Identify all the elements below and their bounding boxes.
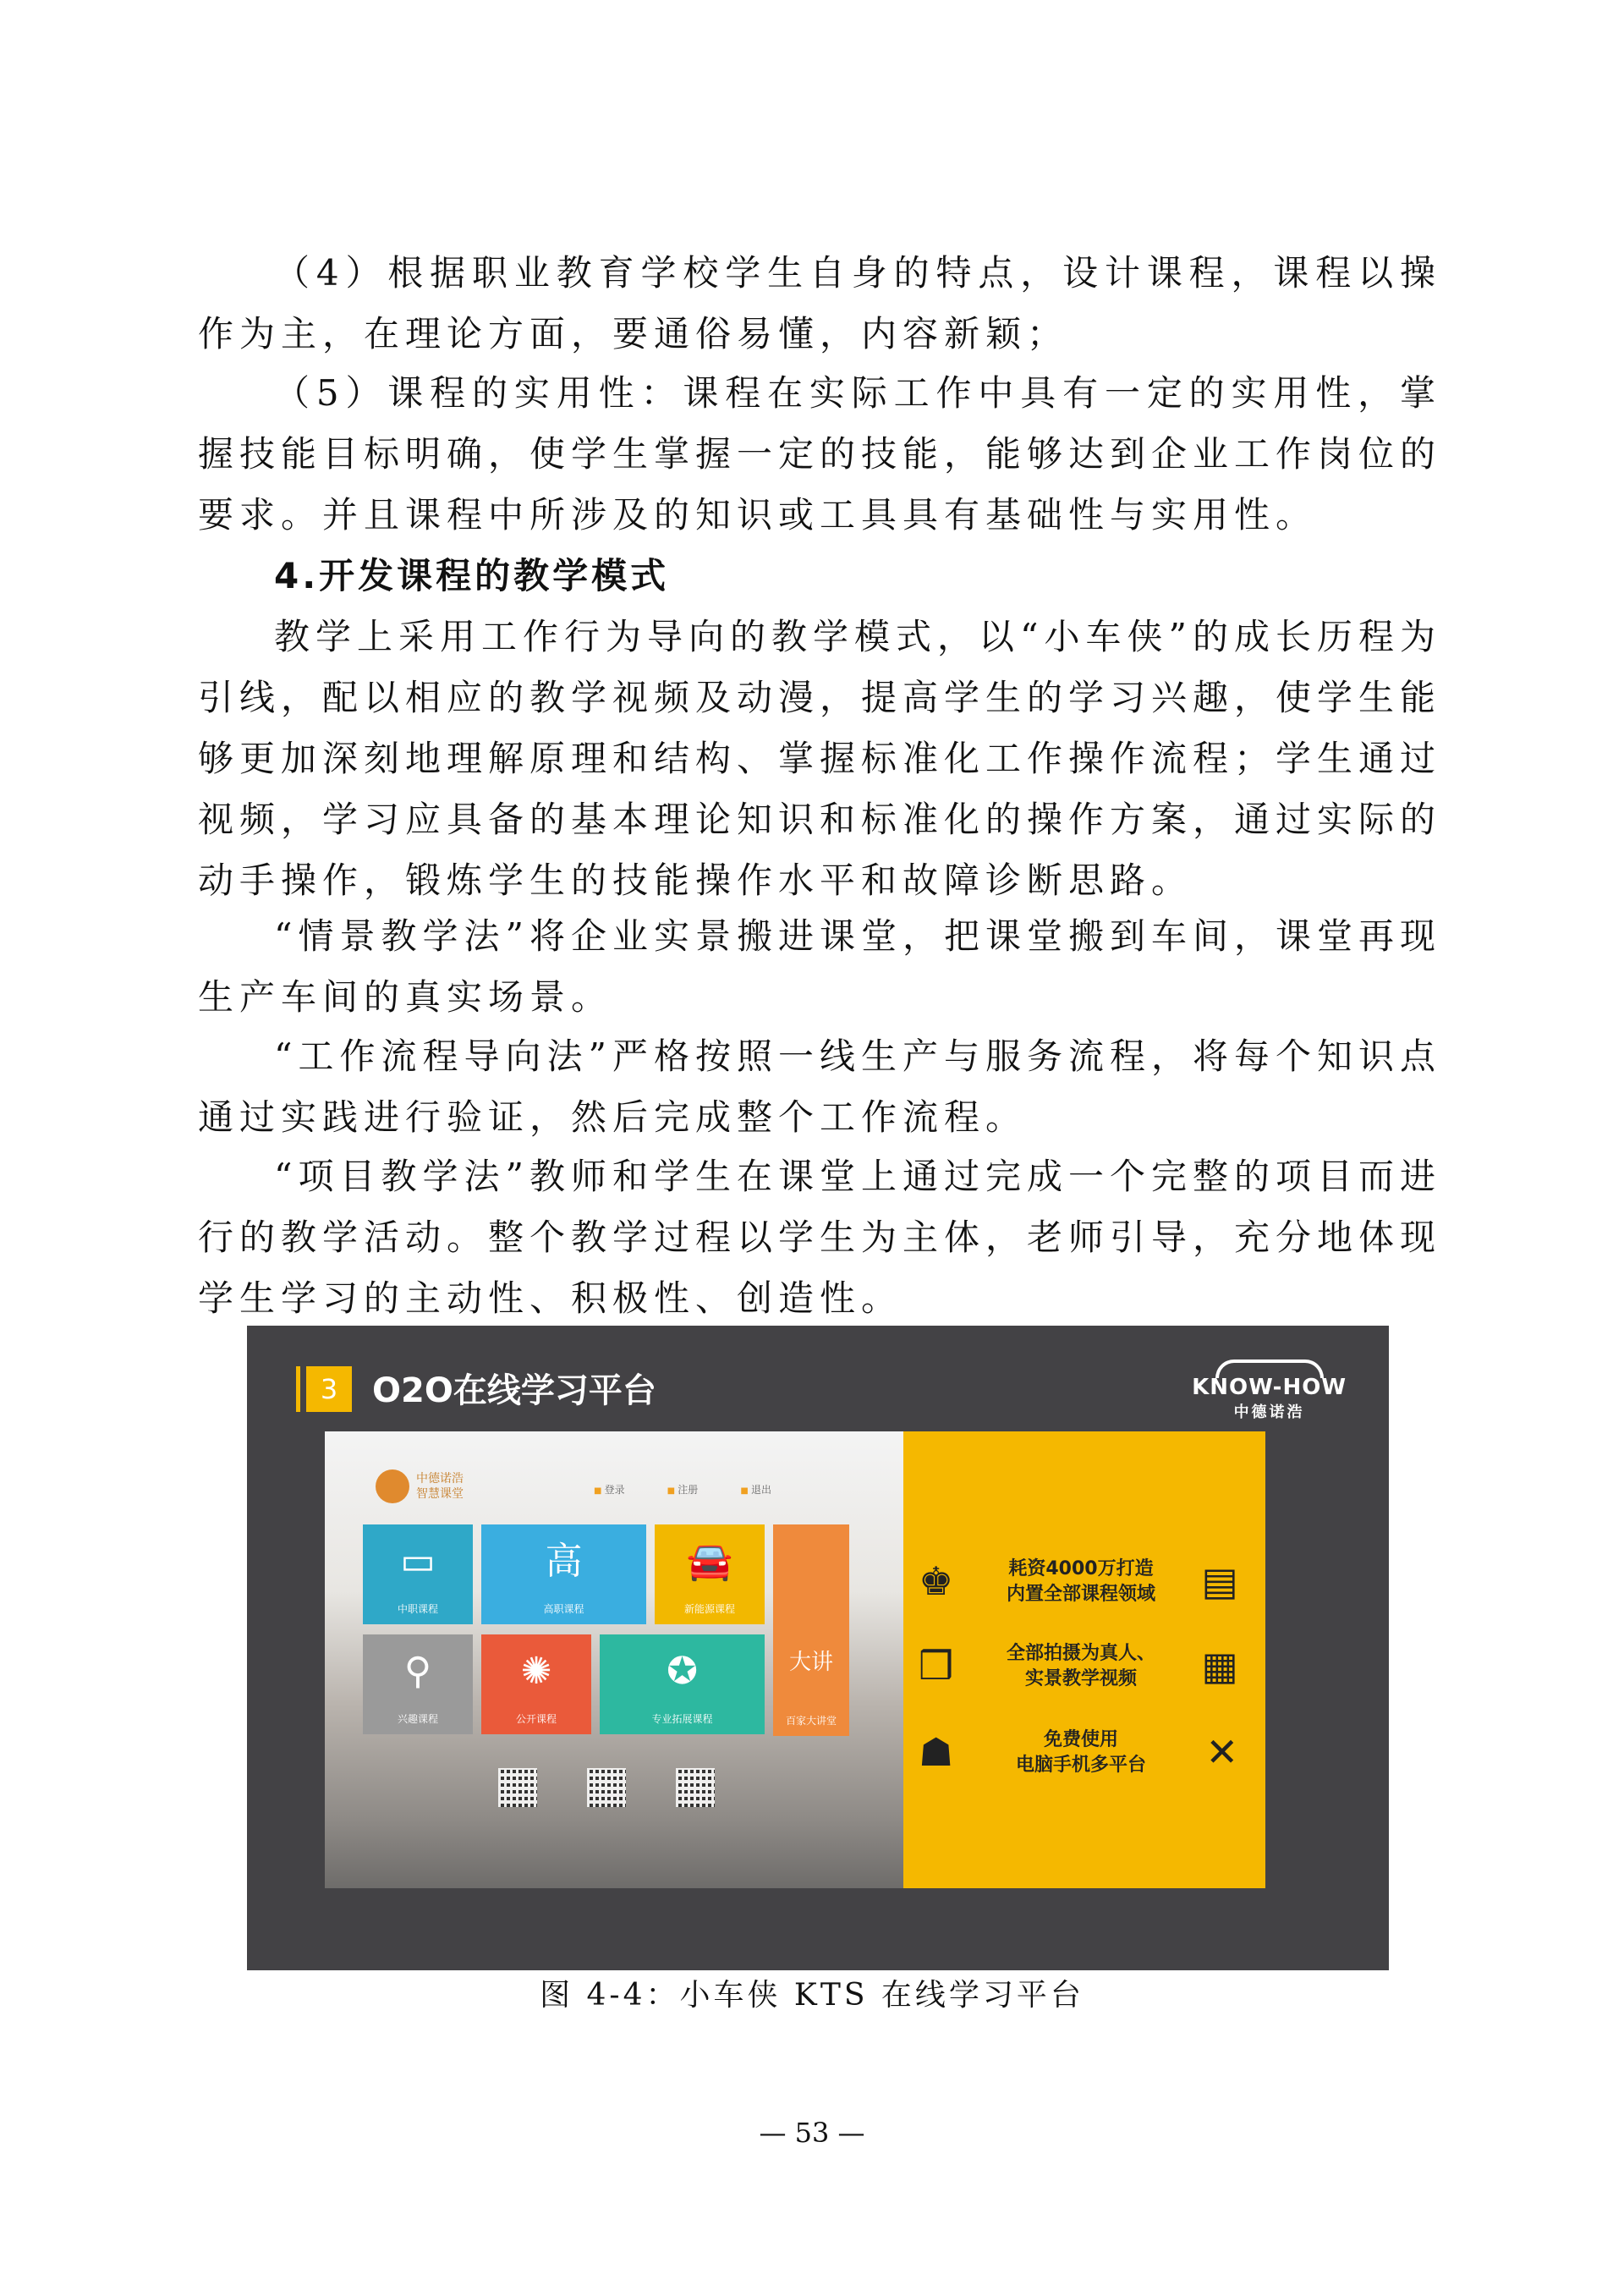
features-panel [903,1431,1265,1888]
tile-zhongzhi [363,1524,473,1624]
body-paragraph-1: 教学上采用工作行为导向的教学模式，以“小车侠”的成长历程为引线，配以相应的教学视频及动漫，提高学生的学习兴趣，使学生能够更加深刻地理解原理和结构、掌握标准化工作操作流程；学生通过视频，学习应具备的基本理论知识和标准化的操作方案，通过实际的动手操作，锻炼学生的技能操作水平和故障诊断思路。 [198,616,1442,901]
paragraph-4: （4）根据职业教育学校学生自身的特点，设计课程，课程以操作为主，在理论方面，要通俗易懂，内容新颖； [198,252,1441,354]
register-link: ■ 注册 [667,1482,699,1497]
public-icon: ✺ [520,1650,552,1693]
feature-investment [903,1557,1265,1624]
tile-lecture [773,1524,849,1736]
tile-label: 高职课程 [543,1603,584,1615]
feature-line2: 实景教学视频 [1024,1668,1137,1689]
feature-video [903,1641,1265,1709]
tile-public [481,1634,591,1734]
logo-text-line2: 智慧课堂 [416,1487,464,1501]
feature-line2: 电脑手机多平台 [1015,1755,1146,1776]
tile-label: 兴趣课程 [397,1713,438,1725]
slide-title: O2O在线学习平台 [372,1371,656,1410]
platform-screenshot [325,1431,903,1888]
logo-text-line1: 中德诺浩 [416,1472,464,1486]
platform-logo [376,1469,464,1503]
brand-logo [1192,1359,1347,1422]
section-heading: 4.开发课程的教学模式 [274,555,670,596]
logout-link: ■ 退出 [740,1482,771,1497]
accent-bar [296,1366,300,1412]
feature-text [979,1727,1182,1778]
clipboard-icon: ▦ [1201,1643,1238,1689]
feature-line1: 全部拍摄为真人、 [1006,1643,1155,1664]
qr-code-icon [676,1768,715,1807]
wheel-icon: ✪ [667,1650,698,1693]
platform-slide-figure [247,1326,1389,1970]
qr-code-icon [498,1768,537,1807]
brand-subtitle: 中德诺浩 [1233,1403,1305,1421]
lecture-icon: 大讲 [788,1650,833,1675]
qr-code-icon [587,1768,626,1807]
tile-label: 百家大讲堂 [785,1715,837,1727]
tile-label: 公开课程 [515,1713,557,1725]
tile-label: 新能源课程 [683,1603,735,1615]
feature-text [979,1641,1182,1692]
feature-line1: 耗资4000万打造 [1008,1558,1154,1579]
tile-interest [363,1634,473,1734]
body-paragraph-4: “项目教学法”教师和学生在课堂上通过完成一个完整的项目而进行的教学活动。整个教学过程以学生为主体，老师引导，充分地体现学生学习的主动性、积极性、创造性。 [198,1156,1442,1319]
feature-line2: 内置全部课程领域 [1006,1584,1155,1605]
tile-label: 专业拓展课程 [651,1713,713,1725]
tools-icon: ✕ [1205,1729,1238,1775]
investor-icon: ♚ [919,1558,954,1604]
top-links [594,1482,771,1497]
page-number: — 53 — [759,2117,865,2149]
ev-car-icon: 🚘 [686,1540,733,1583]
brand-name: KNOW-HOW [1192,1375,1347,1400]
car-screen-icon: ▭ [400,1540,436,1583]
document-user-icon: ▤ [1201,1558,1238,1604]
paragraph-5: （5）课程的实用性：课程在实际工作中具有一定的实用性，掌握技能目标明确，使学生掌握一定的技能，能够达到企业工作岗位的要求。并且课程中所涉及的知识或工具具有基础性与实用性。 [198,372,1442,536]
tile-extension [600,1634,765,1734]
tile-label: 中职课程 [397,1603,438,1615]
feature-text [979,1557,1182,1607]
gao-icon: 高 [545,1540,583,1583]
body-paragraph-2: “情景教学法”将企业实景搬进课堂，把课堂搬到车间，课堂再现生产车间的真实场景。 [198,915,1441,1018]
feature-line1: 免费使用 [1043,1729,1118,1750]
feature-free [903,1727,1265,1795]
tile-gaozhi [481,1524,646,1624]
interest-icon: ⚲ [403,1650,432,1693]
tile-new-energy [655,1524,765,1624]
figure-caption: 图 4-4：小车侠 KTS 在线学习平台 [540,1978,1084,2013]
logo-text [416,1471,464,1502]
slide-number: 3 [306,1366,352,1412]
graduate-cap-icon [376,1469,409,1503]
book-icon: ❒ [919,1643,954,1689]
login-link: ■ 登录 [594,1482,625,1497]
body-paragraph-3: “工作流程导向法”严格按照一线生产与服务流程，将每个知识点通过实践进行验证，然后完成整个工作流程。 [198,1035,1441,1138]
speaker-icon: ☗ [919,1729,954,1775]
